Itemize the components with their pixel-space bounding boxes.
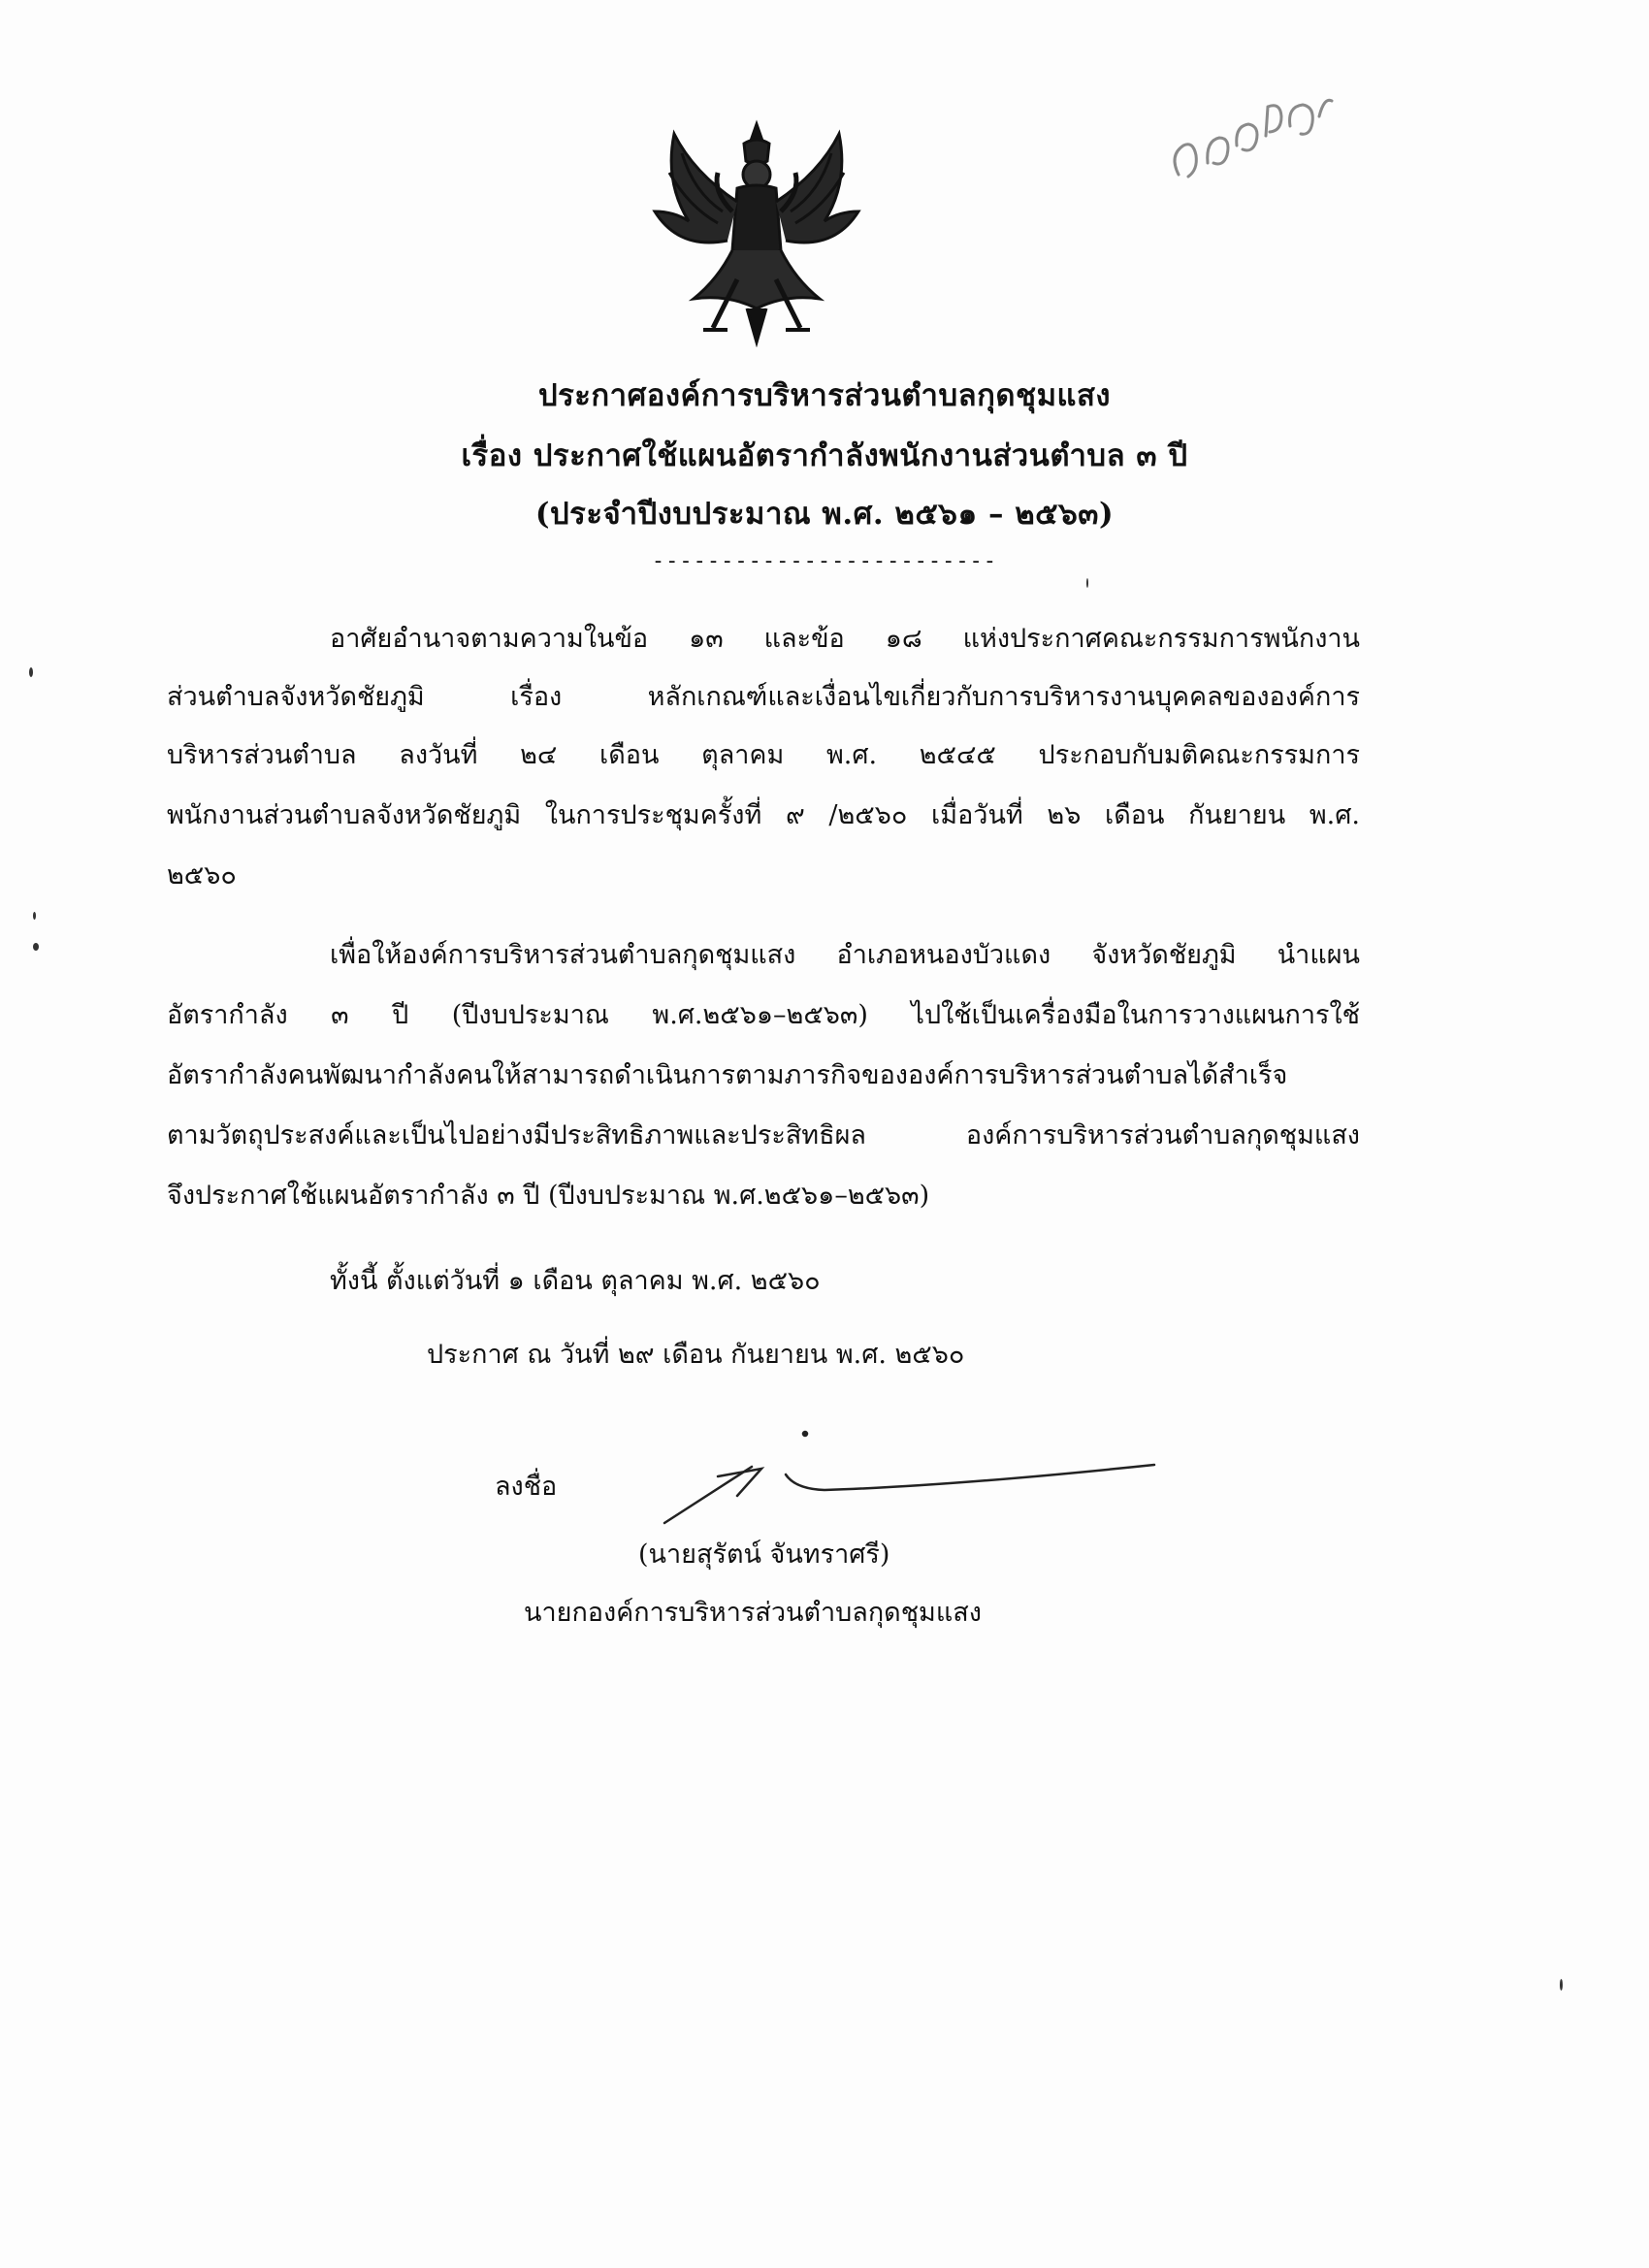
fiscal-year-range: (ประจำปีงบประมาณ พ.ศ. ๒๕๖๑ – ๒๕๖๓): [534, 497, 1115, 532]
handwritten-note: [1159, 87, 1343, 194]
paragraph2-line: เพื่อให้องค์การบริหารส่วนตำบลกุดชุมแสง อำเภอหนองบัวแดง จังหวัดชัยภูมิ นำแผน: [330, 940, 1360, 970]
signature-label: ลงชื่อ: [495, 1472, 558, 1502]
scan-speck: [1560, 1979, 1563, 1991]
scan-speck: [33, 943, 39, 951]
scan-speck: [29, 667, 33, 677]
paragraph1-line: บริหารส่วนตำบล ลงวันที่ ๒๔ เดือน ตุลาคม พ.ศ. ๒๕๔๕ ประกอบกับมติคณะกรรมการ: [167, 740, 1360, 770]
paragraph1-line: ส่วนตำบลจังหวัดชัยภูมิ เรื่อง หลักเกณฑ์และเงื่อนไขเกี่ยวกับการบริหารงานบุคคลขององค์การ: [167, 682, 1360, 712]
handwritten-signature: [660, 1407, 1164, 1533]
paragraph2-line: ตามวัตถุประสงค์และเป็นไปอย่างมีประสิทธิภาพและประสิทธิผล องค์การบริหารส่วนตำบลกุดชุมแสง: [167, 1120, 1360, 1150]
signer-title: นายกองค์การบริหารส่วนตำบลกุดชุมแสง: [524, 1598, 982, 1628]
scan-speck: [1086, 578, 1088, 588]
title-divider: -------------------------: [651, 549, 998, 573]
paragraph2-line: อัตรากำลัง ๓ ปี (ปีงบประมาณ พ.ศ.๒๕๖๑–๒๕๖๓) ไปใช้เป็นเครื่องมือในการวางแผนการใช้: [167, 1000, 1360, 1030]
paragraph1-line: พนักงานส่วนตำบลจังหวัดชัยภูมิ ในการประชุมครั้งที่ ๙ /๒๕๖๐ เมื่อวันที่ ๒๖ เดือน กันยายน พ.ศ.: [167, 800, 1360, 830]
signer-name: (นายสุรัตน์ จันทราศรี): [638, 1539, 890, 1570]
paragraph2-line: อัตรากำลังคนพัฒนากำลังคนให้สามารถดำเนินการตามภารกิจขององค์การบริหารส่วนตำบลได้สำเร็จ: [167, 1060, 1288, 1090]
paragraph1-line: อาศัยอำนาจตามความในข้อ ๑๓ และข้อ ๑๘ แห่งประกาศคณะกรรมการพนักงาน: [330, 624, 1360, 654]
announcement-subject: เรื่อง ประกาศใช้แผนอัตรากำลังพนักงานส่วนตำบล ๓ ปี: [461, 438, 1188, 473]
scan-speck: [33, 912, 36, 920]
paragraph1-line: ๒๕๖๐: [167, 860, 237, 891]
effective-date: ทั้งนี้ ตั้งแต่วันที่ ๑ เดือน ตุลาคม พ.ศ. ๒๕๖๐: [330, 1266, 821, 1296]
announcement-heading: ประกาศองค์การบริหารส่วนตำบลกุดชุมแสง: [537, 378, 1112, 413]
announcement-date: ประกาศ ณ วันที่ ๒๙ เดือน กันยายน พ.ศ. ๒๕๖๐: [427, 1340, 965, 1370]
garuda-emblem: [635, 114, 878, 347]
paragraph2-line: จึงประกาศใช้แผนอัตรากำลัง ๓ ปี (ปีงบประมาณ พ.ศ.๒๕๖๑–๒๕๖๓): [167, 1181, 930, 1211]
